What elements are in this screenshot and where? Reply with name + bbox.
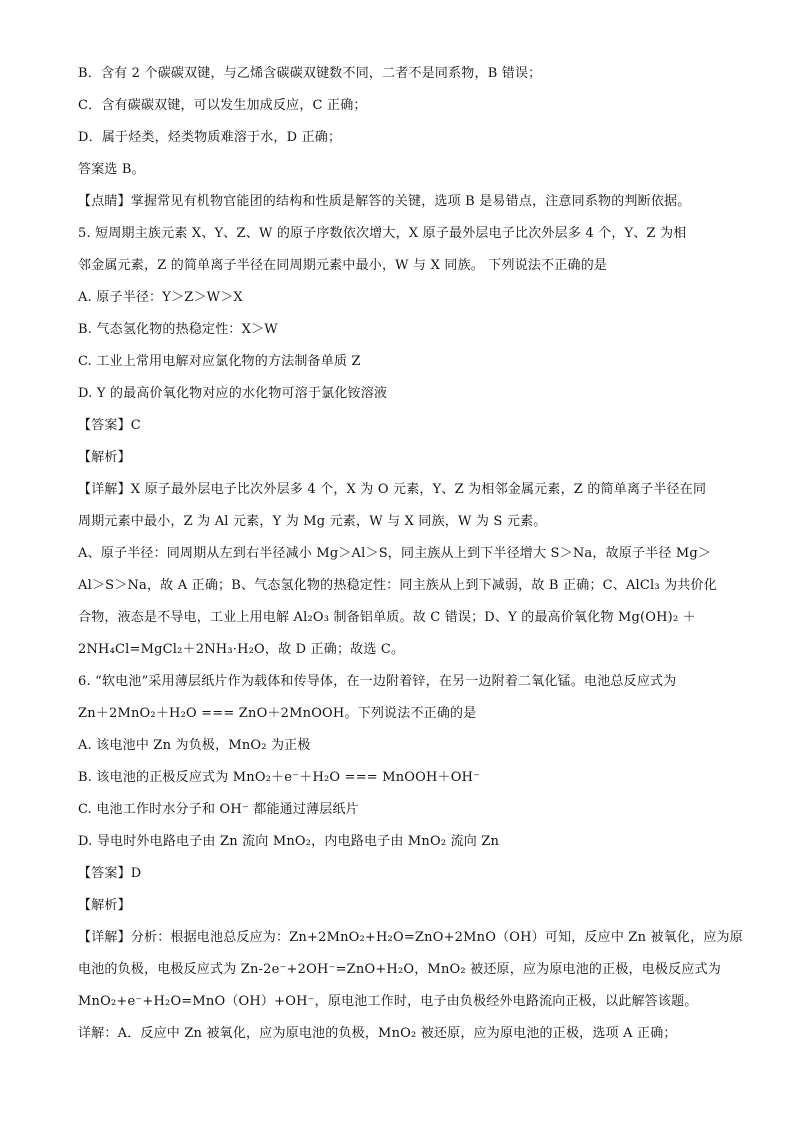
option-a: A. 原子半径：Y＞Z＞W＞X	[78, 290, 243, 305]
text-line: B．含有 2 个碳碳双键，与乙烯含碳碳双键数不同，二者不是同系物，B 错误；	[78, 66, 542, 81]
question-5-stem: 邻金属元素，Z 的简单离子半径在同周期元素中最小，W 与 X 同族。 下列说法不正确的是	[78, 258, 608, 273]
option-c: C. 电池工作时水分子和 OH⁻ 都能通过薄层纸片	[78, 802, 359, 817]
tip-paragraph: 【点睛】掌握常见有机物官能团的结构和性质是解答的关键，选项 B 是易错点，注意同系物的判断依据。	[78, 194, 691, 209]
option-d: D. 导电时外电路电子由 Zn 流向 MnO₂，内电路电子由 MnO₂ 流向 Zn	[78, 834, 500, 849]
question-6-stem: Zn＋2MnO₂＋H₂O === ZnO＋2MnOOH。下列说法不正确的是	[78, 706, 477, 721]
question-6-stem: 6. “软电池”采用薄层纸片作为载体和传导体，在一边附着锌，在另一边附着二氧化锰。电池总反应式为	[78, 674, 677, 689]
option-b: B. 气态氢化物的热稳定性：X＞W	[78, 322, 278, 337]
option-b: B. 该电池的正极反应式为 MnO₂＋e⁻＋H₂O === MnOOH＋OH⁻	[78, 770, 481, 785]
explanation-line: 【详解】X 原子最外层电子比次外层多 4 个，X 为 O 元素，Y、Z 为相邻金属元素，Z 的简单离子半径在同	[78, 482, 707, 497]
text-line: D．属于烃类，烃类物质难溶于水，D 正确；	[78, 130, 342, 145]
analysis-label: 【解析】	[78, 450, 131, 465]
option-a: A. 该电池中 Zn 为负极，MnO₂ 为正极	[78, 738, 311, 753]
question-5-stem: 5. 短周期主族元素 X、Y、Z、W 的原子序数依次增大，X 原子最外层电子比次外层多 4 个，Y、Z 为相	[78, 226, 687, 241]
explanation-line: 详解：A．反应中 Zn 被氧化，应为原电池的负极，MnO₂ 被还原，应为原电池的正极，选项 A 正确；	[78, 1026, 677, 1041]
explanation-line: MnO₂+e⁻+H₂O=MnO（OH）+OH⁻，原电池工作时，电子由负极经外电路流向正极，以此解答该题。	[78, 994, 698, 1009]
text-line: C．含有碳碳双键，可以发生加成反应，C 正确；	[78, 98, 367, 113]
explanation-line: 周期元素中最小，Z 为 Al 元素，Y 为 Mg 元素，W 与 X 同族，W 为 S 元素。	[78, 514, 547, 529]
answer-label: 【答案】D	[78, 866, 142, 881]
explanation-line: 合物，液态是不导电，工业上用电解 Al₂O₃ 制备铝单质。故 C 错误；D、Y 的最高价氧化物 Mg(OH)₂ ＋	[78, 610, 696, 625]
analysis-label: 【解析】	[78, 898, 131, 913]
option-c: C. 工业上常用电解对应氯化物的方法制备单质 Z	[78, 354, 361, 369]
answer-label: 【答案】C	[78, 418, 141, 433]
explanation-line: 电池的负极，电极反应式为 Zn-2e⁻+2OH⁻=ZnO+H₂O，MnO₂ 被还原，应为原电池的正极，电极反应式为	[78, 962, 721, 977]
text-line: 答案选 B。	[78, 162, 145, 177]
explanation-line: Al＞S＞Na，故 A 正确；B、气态氢化物的热稳定性：同主族从上到下减弱，故 B 正确；C、AlCl₃ 为共价化	[78, 578, 717, 593]
explanation-line: 【详解】分析：根据电池总反应为：Zn+2MnO₂+H₂O=ZnO+2MnO（OH）可知，反应中 Zn 被氧化，应为原	[78, 930, 743, 945]
explanation-line: 2NH₄Cl=MgCl₂＋2NH₃·H₂O，故 D 正确；故选 C。	[78, 642, 405, 657]
explanation-line: A、原子半径：同周期从左到右半径减小 Mg＞Al＞S，同主族从上到下半径增大 S＞Na，故原子半径 Mg＞	[78, 546, 712, 561]
document-page	[78, 62, 743, 1046]
option-d: D. Y 的最高价氧化物对应的水化物可溶于氯化铵溶液	[78, 386, 388, 401]
